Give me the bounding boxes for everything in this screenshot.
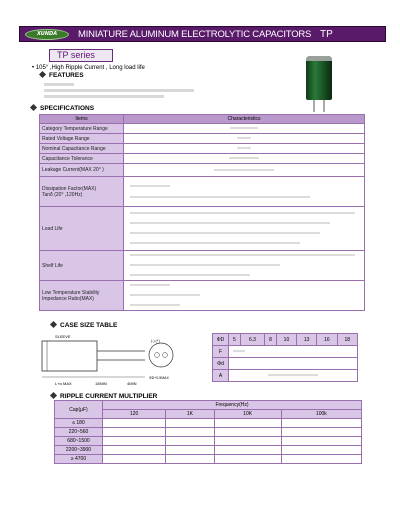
table-header-cell: 8 xyxy=(265,334,277,346)
spec-item-label: Category Temperature Range xyxy=(40,124,124,134)
table-header-cell: Items xyxy=(40,115,124,124)
table-row xyxy=(55,455,362,464)
table-header-cell: ΦD xyxy=(213,334,229,346)
row-label: 680~1500 xyxy=(55,437,103,446)
table-row xyxy=(55,419,362,428)
table-header-row xyxy=(40,115,365,124)
spec-item-label: Shelf Life xyxy=(40,251,124,281)
drawing-label: 15MIN xyxy=(95,381,107,386)
table-header-cell: 100k xyxy=(281,410,361,419)
diamond-bullet-icon xyxy=(50,392,57,399)
row-label: ≤ 180 xyxy=(55,419,103,428)
spec-item-label: Low Temperature Stability Impedance Ratio(MAX) xyxy=(40,281,124,311)
row-label: 220~560 xyxy=(55,428,103,437)
table-header-row xyxy=(213,334,358,346)
drawing-label: (-) (+) xyxy=(151,339,160,343)
diamond-bullet-icon xyxy=(50,321,57,328)
series-label: TP series xyxy=(49,49,113,62)
feature-line xyxy=(44,89,194,92)
table-header-cell: Characteristics xyxy=(124,115,365,124)
table-header-cell: 1K xyxy=(166,410,214,419)
header-title: MINIATURE ALUMINUM ELECTROLYTIC CAPACITORS xyxy=(78,29,312,40)
dimension-drawing xyxy=(37,333,187,389)
spec-item-label: Leakage Current(MAX 20° ) xyxy=(40,164,124,177)
table-row xyxy=(40,144,365,154)
brand-logo: XUNDA xyxy=(25,29,69,40)
table-header-cell: 6.3 xyxy=(240,334,265,346)
table-header-cell: Cap(μF) xyxy=(55,401,103,419)
table-row xyxy=(40,207,365,251)
capacitor-photo xyxy=(306,56,332,100)
feature-line xyxy=(44,95,164,98)
table-row xyxy=(40,164,365,177)
table-row xyxy=(213,346,358,358)
drawing-label: 4MIN xyxy=(127,381,137,386)
spec-item-label: Load Life xyxy=(40,207,124,251)
table-header-cell: 18 xyxy=(337,334,357,346)
table-header-cell: 16 xyxy=(317,334,337,346)
diamond-bullet-icon xyxy=(39,71,46,78)
drawing-label: SLEEVE xyxy=(55,334,71,339)
specifications-heading: SPECIFICATIONS xyxy=(31,105,94,113)
row-label: 2200~3900 xyxy=(55,446,103,455)
spec-item-sublabel: Impedance Ratio(MAX) xyxy=(42,295,94,302)
drawing-label: L+α MAX xyxy=(55,381,72,386)
features-heading: FEATURES xyxy=(40,72,84,80)
table-row xyxy=(40,281,365,311)
header-series-code: TP xyxy=(320,29,333,40)
spec-item-label: Rated Voltage Range xyxy=(40,134,124,144)
table-row xyxy=(213,370,358,382)
table-header-row xyxy=(55,401,362,410)
spec-item-label: Capacitance Tolerance xyxy=(40,154,124,164)
table-row xyxy=(55,437,362,446)
ripple-heading: RIPPLE CURRENT MULTIPLIER xyxy=(51,393,157,401)
table-row xyxy=(213,358,358,370)
drawing-label: ΦD+0.5MAX xyxy=(149,376,169,380)
table-row xyxy=(40,251,365,281)
row-label: ≥ 4700 xyxy=(55,455,103,464)
table-row xyxy=(40,124,365,134)
table-header-cell: 10 xyxy=(276,334,296,346)
subtitle-line: • 105° ,High Ripple Current , Long load life xyxy=(32,65,145,71)
table-row xyxy=(40,177,365,207)
case-size-heading: CASE SIZE TABLE xyxy=(51,322,117,330)
table-header-cell: 5 xyxy=(229,334,241,346)
table-header-cell: 13 xyxy=(297,334,317,346)
row-label: A xyxy=(213,370,229,382)
spec-item-sublabel: Tanδ (20° ,120Hz) xyxy=(42,191,83,198)
table-row xyxy=(40,134,365,144)
spec-table xyxy=(39,114,365,311)
ripple-table xyxy=(54,400,362,464)
table-row xyxy=(55,446,362,455)
diamond-bullet-icon xyxy=(30,104,37,111)
spec-item-label: Dissipation Factor(MAX) Tanδ (20° ,120Hz) xyxy=(40,177,124,207)
table-row xyxy=(40,154,365,164)
table-row xyxy=(55,428,362,437)
row-label: F xyxy=(213,346,229,358)
spec-item-label: Nominal Capacitance Range xyxy=(40,144,124,154)
table-header-cell: 10K xyxy=(214,410,281,419)
case-size-table xyxy=(212,333,358,382)
table-header-cell: Frequency(Hz) xyxy=(103,401,362,410)
table-header-cell: 120 xyxy=(103,410,166,419)
feature-line xyxy=(44,83,74,86)
row-label: Φd xyxy=(213,358,229,370)
header-bar xyxy=(19,26,386,42)
